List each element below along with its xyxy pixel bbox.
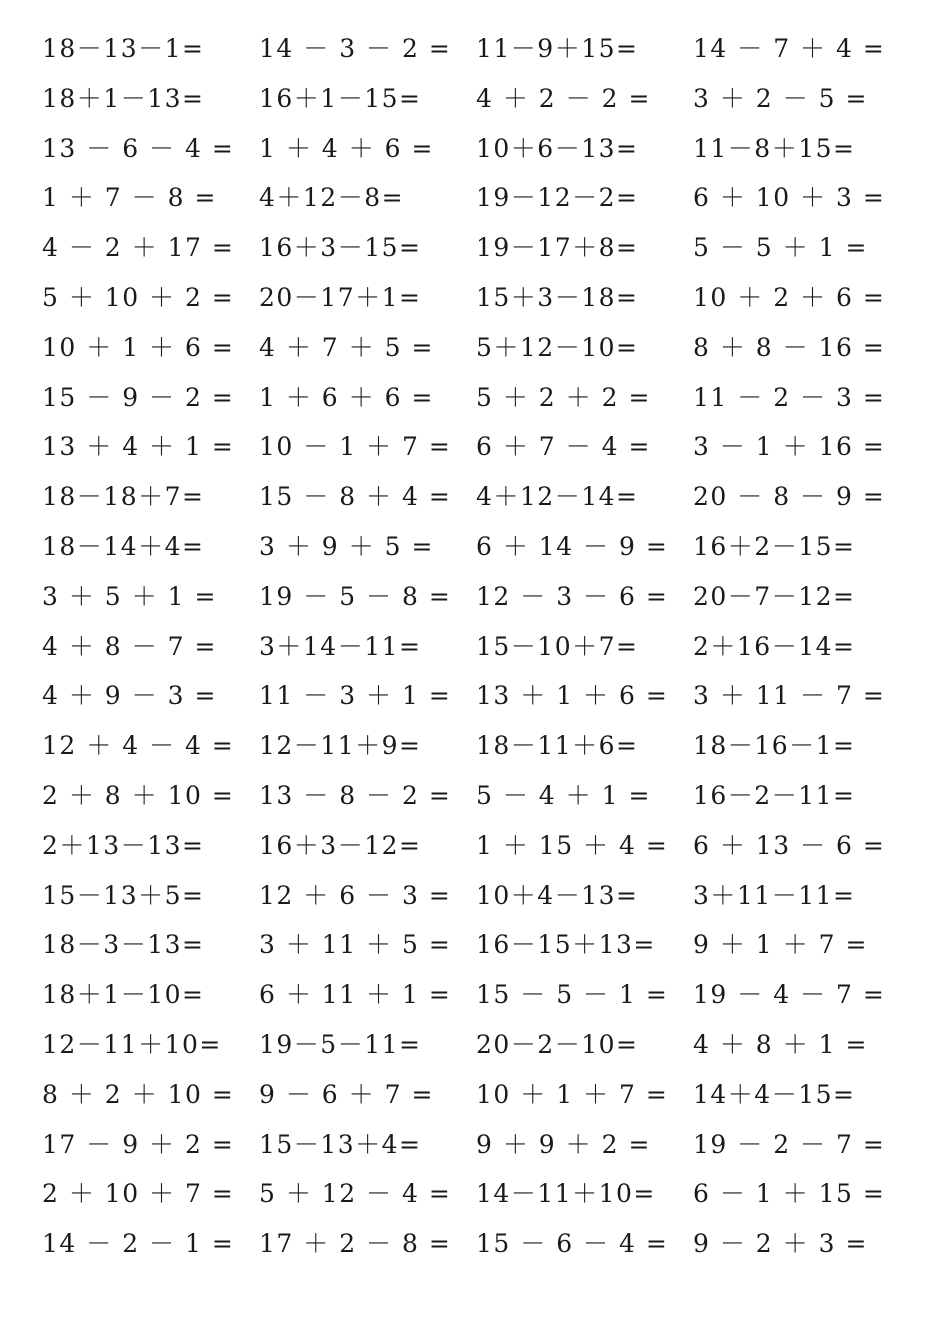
arithmetic-problem: 6 ＋ 13 － 6 = [693, 830, 886, 860]
arithmetic-problem: 14＋4－15= [693, 1079, 856, 1109]
arithmetic-problem: 16＋3－12= [259, 830, 422, 860]
arithmetic-problem: 20－2－10= [476, 1029, 639, 1059]
arithmetic-problem: 9 － 6 ＋ 7 = [259, 1079, 434, 1109]
arithmetic-problem: 19－17＋8= [476, 233, 639, 263]
arithmetic-problem: 5 ＋ 12 － 4 = [259, 1179, 452, 1209]
arithmetic-problem: 3 ＋ 9 ＋ 5 = [259, 531, 434, 561]
arithmetic-problem: 12－11＋10= [42, 1029, 222, 1059]
arithmetic-problem: 20－7－12= [693, 581, 856, 611]
arithmetic-problem: 12 ＋ 6 － 3 = [259, 880, 452, 910]
arithmetic-problem: 1 ＋ 6 ＋ 6 = [259, 382, 434, 412]
arithmetic-problem: 8 ＋ 8 － 16 = [693, 332, 886, 362]
arithmetic-problem: 6 ＋ 7 － 4 = [476, 432, 651, 462]
arithmetic-problem: 13 － 8 － 2 = [259, 780, 452, 810]
arithmetic-problem: 2 ＋ 8 ＋ 10 = [42, 780, 235, 810]
arithmetic-problem: 16－2－11= [693, 780, 856, 810]
arithmetic-problem: 3 ＋ 11 － 7 = [693, 681, 886, 711]
arithmetic-problem: 5 ＋ 10 ＋ 2 = [42, 282, 235, 312]
arithmetic-problem: 4＋12－14= [476, 482, 639, 512]
arithmetic-problem: 15 － 6 － 4 = [476, 1229, 669, 1259]
arithmetic-problem: 4 ＋ 8 － 7 = [42, 631, 217, 661]
arithmetic-problem: 15 － 9 － 2 = [42, 382, 235, 412]
arithmetic-problem: 2 ＋ 10 ＋ 7 = [42, 1179, 235, 1209]
arithmetic-problem: 19－12－2= [476, 183, 639, 213]
arithmetic-problem: 15－10＋7= [476, 631, 639, 661]
arithmetic-problem: 11 － 2 － 3 = [693, 382, 886, 412]
arithmetic-problem: 17 ＋ 2 － 8 = [259, 1229, 452, 1259]
arithmetic-problem: 14 － 2 － 1 = [42, 1229, 235, 1259]
arithmetic-problem: 15＋3－18= [476, 282, 639, 312]
problem-grid [42, 24, 910, 1269]
arithmetic-problem: 18＋1－10= [42, 980, 205, 1010]
arithmetic-problem: 16＋3－15= [259, 233, 422, 263]
arithmetic-problem: 6 ＋ 11 ＋ 1 = [259, 980, 452, 1010]
arithmetic-problem: 14 － 7 ＋ 4 = [693, 34, 886, 63]
arithmetic-problem: 16＋1－15= [259, 83, 422, 113]
arithmetic-problem: 5＋12－10= [476, 332, 639, 362]
arithmetic-problem: 6 ＋ 10 ＋ 3 = [693, 183, 886, 213]
arithmetic-problem: 16－15＋13= [476, 930, 656, 960]
arithmetic-problem: 3 ＋ 2 － 5 = [693, 83, 868, 113]
arithmetic-problem: 4 ＋ 2 － 2 = [476, 83, 651, 113]
arithmetic-problem: 13 ＋ 1 ＋ 6 = [476, 681, 669, 711]
arithmetic-problem: 11 － 3 ＋ 1 = [259, 681, 452, 711]
arithmetic-problem: 12－11＋9= [259, 731, 422, 761]
arithmetic-problem: 14 － 3 － 2 = [259, 34, 452, 63]
arithmetic-problem: 20－17＋1= [259, 282, 422, 312]
arithmetic-problem: 18－18＋7= [42, 482, 205, 512]
arithmetic-problem: 19－5－11= [259, 1029, 422, 1059]
arithmetic-problem: 2＋16－14= [693, 631, 856, 661]
arithmetic-problem: 15－13＋5= [42, 880, 205, 910]
arithmetic-problem: 1 ＋ 4 ＋ 6 = [259, 133, 434, 163]
arithmetic-problem: 2＋13－13= [42, 830, 205, 860]
arithmetic-problem: 3 ＋ 5 ＋ 1 = [42, 581, 217, 611]
arithmetic-problem: 9 ＋ 1 ＋ 7 = [693, 930, 868, 960]
arithmetic-problem: 3＋11－11= [693, 880, 856, 910]
arithmetic-problem: 16＋2－15= [693, 531, 856, 561]
arithmetic-problem: 11－8＋15= [693, 133, 856, 163]
arithmetic-problem: 10 ＋ 1 ＋ 7 = [476, 1079, 669, 1109]
arithmetic-problem: 13 ＋ 4 ＋ 1 = [42, 432, 235, 462]
arithmetic-problem: 12 ＋ 4 － 4 = [42, 731, 235, 761]
arithmetic-problem: 15 － 5 － 1 = [476, 980, 669, 1010]
arithmetic-problem: 18－13－1= [42, 34, 205, 63]
arithmetic-problem: 1 ＋ 15 ＋ 4 = [476, 830, 669, 860]
arithmetic-problem: 4 ＋ 9 － 3 = [42, 681, 217, 711]
arithmetic-problem: 19 － 4 － 7 = [693, 980, 886, 1010]
arithmetic-problem: 8 ＋ 2 ＋ 10 = [42, 1079, 235, 1109]
arithmetic-problem: 18－11＋6= [476, 731, 639, 761]
arithmetic-problem: 19 － 5 － 8 = [259, 581, 452, 611]
arithmetic-problem: 4 ＋ 7 ＋ 5 = [259, 332, 434, 362]
arithmetic-problem: 20 － 8 － 9 = [693, 482, 886, 512]
arithmetic-problem: 4＋12－8= [259, 183, 405, 213]
arithmetic-problem: 9 ＋ 9 ＋ 2 = [476, 1129, 651, 1159]
arithmetic-problem: 4 － 2 ＋ 17 = [42, 233, 235, 263]
arithmetic-problem: 18＋1－13= [42, 83, 205, 113]
arithmetic-problem: 9 － 2 ＋ 3 = [693, 1229, 868, 1259]
arithmetic-problem: 12 － 3 － 6 = [476, 581, 669, 611]
arithmetic-problem: 15－13＋4= [259, 1129, 422, 1159]
arithmetic-problem: 17 － 9 ＋ 2 = [42, 1129, 235, 1159]
arithmetic-problem: 18－3－13= [42, 930, 205, 960]
arithmetic-problem: 10 ＋ 1 ＋ 6 = [42, 332, 235, 362]
arithmetic-problem: 13 － 6 － 4 = [42, 133, 235, 163]
arithmetic-problem: 18－14＋4= [42, 531, 205, 561]
arithmetic-problem: 3 － 1 ＋ 16 = [693, 432, 886, 462]
arithmetic-problem: 15 － 8 ＋ 4 = [259, 482, 452, 512]
arithmetic-problem: 1 ＋ 7 － 8 = [42, 183, 217, 213]
arithmetic-problem: 10 － 1 ＋ 7 = [259, 432, 452, 462]
arithmetic-problem: 3 ＋ 11 ＋ 5 = [259, 930, 452, 960]
arithmetic-problem: 5 － 4 ＋ 1 = [476, 780, 651, 810]
arithmetic-problem: 18－16－1= [693, 731, 856, 761]
arithmetic-problem: 10＋4－13= [476, 880, 639, 910]
arithmetic-problem: 11－9＋15= [476, 34, 639, 63]
arithmetic-problem: 4 ＋ 8 ＋ 1 = [693, 1029, 868, 1059]
arithmetic-problem: 10＋6－13= [476, 133, 639, 163]
arithmetic-problem: 6 ＋ 14 － 9 = [476, 531, 669, 561]
arithmetic-problem: 6 － 1 ＋ 15 = [693, 1179, 886, 1209]
arithmetic-problem: 3＋14－11= [259, 631, 422, 661]
arithmetic-problem: 19 － 2 － 7 = [693, 1129, 886, 1159]
arithmetic-problem: 5 － 5 ＋ 1 = [693, 233, 868, 263]
arithmetic-problem: 10 ＋ 2 ＋ 6 = [693, 282, 886, 312]
arithmetic-problem: 14－11＋10= [476, 1179, 656, 1209]
arithmetic-problem: 5 ＋ 2 ＋ 2 = [476, 382, 651, 412]
